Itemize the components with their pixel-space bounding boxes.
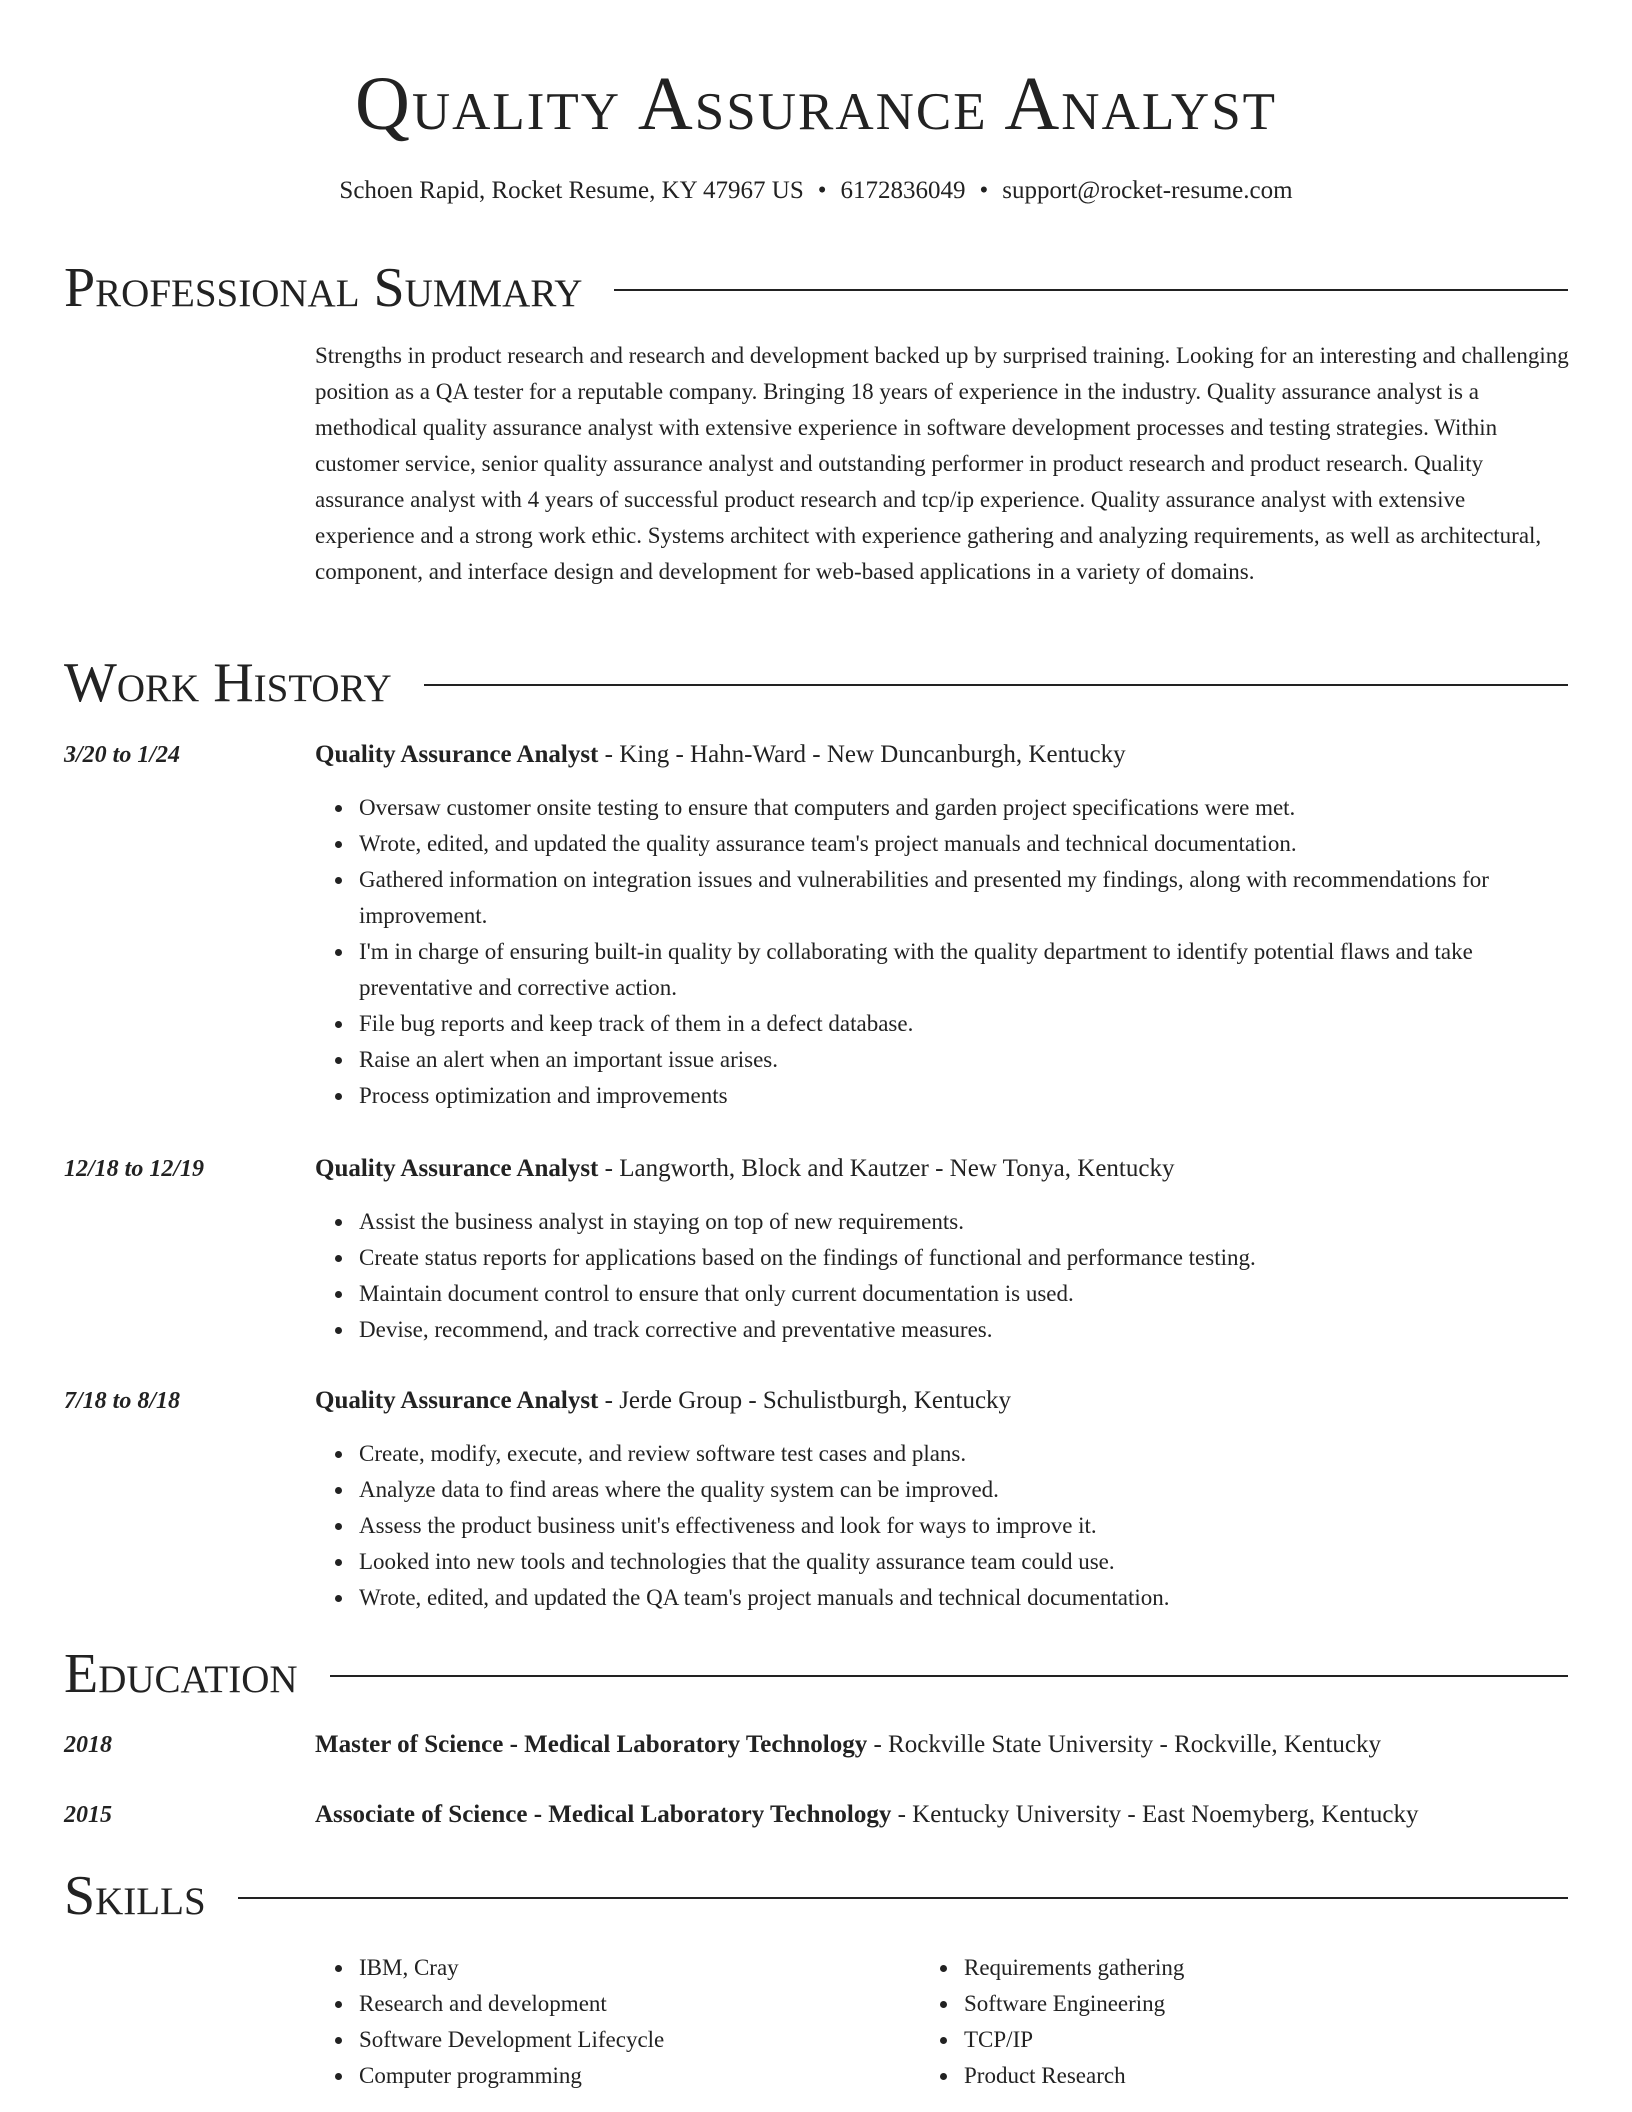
section-divider [614, 289, 1568, 291]
job-header [64, 1384, 1570, 1418]
education-year: 2015 [64, 1802, 112, 1828]
section-divider [424, 684, 1568, 686]
skill-item: Research and development [359, 1986, 964, 2022]
job-employer: - Jerde Group - Schulistburgh, Kentucky [598, 1387, 1012, 1414]
section-divider [238, 1897, 1568, 1899]
summary-text: Strengths in product research and research and development backed up by surprised training. Looking for an interesting and challenging position as a QA tester for a reputable company. Bringing 18 years of experience in the industry. Quality assurance analyst is a methodical quality assurance analyst with extensive experience in software development processes and testing strategies. Within customer service, senior quality assurance analyst and outstanding performer in product research and product research. Quality assurance analyst with 4 years of successful product research and tcp/ip experience. Quality assurance analyst with extensive experience and a strong work ethic. Systems architect with experience gathering and analyzing requirements, as well as architectural, component, and interface design and development for web-based applications in a variety of domains. [315, 343, 1569, 584]
education-school: - Kentucky University - East Noemyberg, Kentucky [891, 1801, 1419, 1828]
skill-item: IBM, Cray [359, 1950, 964, 1986]
contact-separator: • [979, 177, 989, 204]
job-header [64, 1152, 1570, 1186]
job-title-line [315, 738, 1570, 772]
job-header [64, 738, 1570, 772]
section-title-summary: Professional Summary [64, 257, 583, 319]
job-bullets [64, 1436, 1570, 1616]
job-dates: 3/20 to 1/24 [64, 742, 181, 768]
list-item: Gathered information on integration issues and vulnerabilities and presented my findings, along with recommendations for improvement. [359, 862, 1570, 934]
skills-grid [359, 1950, 1569, 2094]
job-title: Quality Assurance Analyst [315, 741, 599, 768]
job-entry [64, 1152, 1570, 1348]
list-item: Assist the business analyst in staying on top of new requirements. [359, 1204, 1570, 1240]
job-bullets [64, 1204, 1570, 1348]
list-item: Wrote, edited, and updated the QA team's project manuals and technical documentation. [359, 1580, 1570, 1616]
education-school: - Rockville State University - Rockville, Kentucky [867, 1731, 1382, 1758]
contact-address: Schoen Rapid, Rocket Resume, KY 47967 US [339, 177, 804, 204]
education-year: 2018 [64, 1732, 112, 1758]
education-degree: Master of Science - Medical Laboratory Technology [315, 1731, 868, 1758]
list-item: Maintain document control to ensure that only current documentation is used. [359, 1276, 1570, 1312]
skill-item: Product Research [964, 2058, 1569, 2094]
education-entry [64, 1728, 1570, 1762]
contact-email[interactable]: support@rocket-resume.com [1002, 177, 1293, 204]
skill-item: Requirements gathering [964, 1950, 1569, 1986]
list-item: Process optimization and improvements [359, 1078, 1570, 1114]
job-dates: 12/18 to 12/19 [64, 1156, 205, 1182]
section-title-skills: Skills [64, 1865, 206, 1927]
education-entry [64, 1798, 1570, 1832]
section-title-work: Work History [64, 652, 392, 714]
section-divider [330, 1675, 1568, 1677]
list-item: Assess the product business unit's effectiveness and look for ways to improve it. [359, 1508, 1570, 1544]
job-title: Quality Assurance Analyst [315, 1387, 599, 1414]
list-item: Create, modify, execute, and review software test cases and plans. [359, 1436, 1570, 1472]
summary-section-header [64, 256, 1568, 320]
job-employer: - King - Hahn-Ward - New Duncanburgh, Kentucky [598, 741, 1126, 768]
work-section-header [64, 651, 1568, 715]
job-dates: 7/18 to 8/18 [64, 1388, 181, 1414]
skills-column-left [359, 1950, 964, 2094]
list-item: Looked into new tools and technologies that the quality assurance team could use. [359, 1544, 1570, 1580]
education-section-header [64, 1642, 1568, 1706]
list-item: File bug reports and keep track of them in a defect database. [359, 1006, 1570, 1042]
job-title-line [315, 1152, 1570, 1186]
contact-line [0, 174, 1632, 208]
education-line [315, 1798, 1570, 1832]
education-line [315, 1728, 1570, 1762]
list-item: Create status reports for applications based on the findings of functional and performance testing. [359, 1240, 1570, 1276]
education-degree: Associate of Science - Medical Laboratory Technology [315, 1801, 892, 1828]
list-item: Devise, recommend, and track corrective and preventative measures. [359, 1312, 1570, 1348]
list-item: Raise an alert when an important issue arises. [359, 1042, 1570, 1078]
job-title: Quality Assurance Analyst [315, 1155, 599, 1182]
job-entry [64, 1384, 1570, 1616]
section-title-education: Education [64, 1643, 298, 1705]
skills-column-right [964, 1950, 1569, 2094]
list-item: I'm in charge of ensuring built-in quality by collaborating with the quality department to identify potential flaws and take preventative and corrective action. [359, 934, 1570, 1006]
job-entry [64, 738, 1570, 1114]
skill-item: Computer programming [359, 2058, 964, 2094]
skill-item: Software Development Lifecycle [359, 2022, 964, 2058]
list-item: Wrote, edited, and updated the quality assurance team's project manuals and technical documentation. [359, 826, 1570, 862]
skill-item: TCP/IP [964, 2022, 1569, 2058]
resume-name: Quality Assurance Analyst [354, 62, 1278, 146]
contact-phone[interactable]: 6172836049 [840, 177, 966, 204]
job-title-line [315, 1384, 1570, 1418]
skill-item: Software Engineering [964, 1986, 1569, 2022]
job-bullets [64, 790, 1570, 1114]
list-item: Analyze data to find areas where the quality system can be improved. [359, 1472, 1570, 1508]
job-employer: - Langworth, Block and Kautzer - New Tonya, Kentucky [598, 1155, 1175, 1182]
skills-section-header [64, 1864, 1568, 1928]
contact-separator: • [817, 177, 827, 204]
list-item: Oversaw customer onsite testing to ensure that computers and garden project specifications were met. [359, 790, 1570, 826]
